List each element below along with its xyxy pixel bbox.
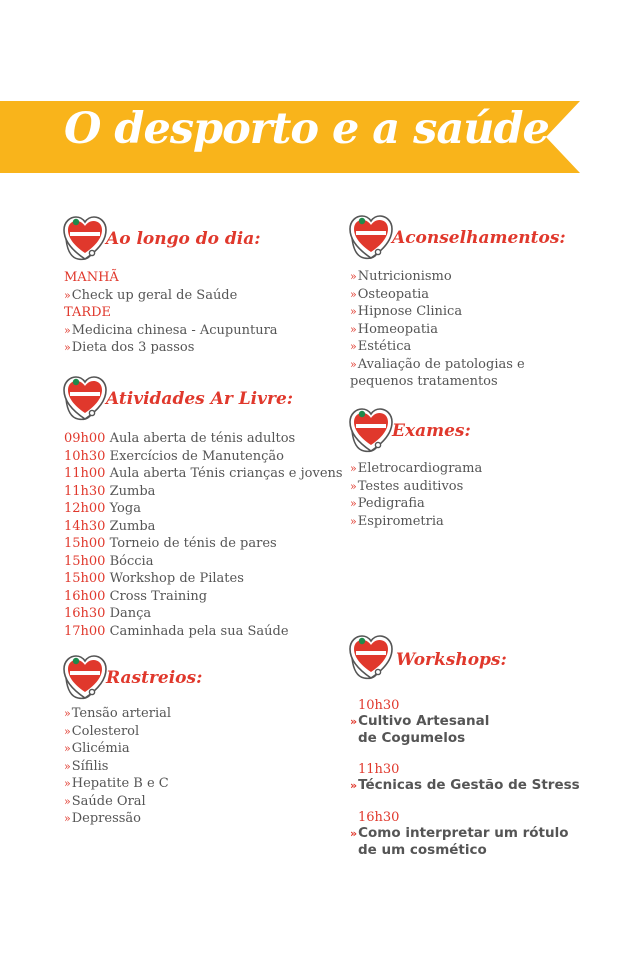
list-item-text: Hepatite B e C [71, 776, 169, 791]
list-item: »Osteopatia [350, 286, 430, 302]
list-item: »Hipnose Clinica [350, 304, 463, 319]
schedule-time: 14h30 [64, 518, 106, 534]
schedule-time: 09h00 [64, 431, 106, 446]
section-ao-longo [64, 213, 278, 357]
list-item: »Avaliação de patologias e [350, 356, 525, 372]
list-item: »Estética [350, 339, 412, 354]
bullet-mark: » [64, 794, 71, 808]
schedule-activity: Zumba [109, 483, 156, 499]
schedule-item [64, 465, 343, 483]
schedule-time: 12h00 [64, 501, 106, 516]
list-item-text: Testes auditivos [357, 478, 464, 494]
section-title: Atividades Ar Livre: [106, 389, 294, 409]
schedule-item [64, 623, 343, 641]
list-item [64, 810, 171, 828]
section-exames [350, 405, 482, 530]
list-item [64, 705, 171, 723]
list-item-text: Glicémia [71, 741, 130, 756]
bullet-mark: » [64, 742, 71, 755]
schedule-time: 17h00 [64, 623, 106, 639]
bullet-mark: » [350, 779, 358, 792]
schedule-item [64, 605, 343, 623]
schedule-item [64, 518, 343, 536]
section-atividades [64, 373, 343, 640]
workshop-time: 11h30 [358, 762, 400, 777]
heart-stethoscope-icon [62, 652, 108, 704]
heart-stethoscope-icon [62, 373, 108, 425]
list-item [350, 460, 482, 478]
list-item [64, 723, 171, 741]
schedule-item [64, 588, 343, 606]
schedule-time: 10h30 [64, 448, 106, 464]
workshop-title [350, 825, 580, 842]
schedule-activity: Aula aberta de ténis adultos [109, 431, 296, 446]
heart-stethoscope-icon [348, 632, 394, 684]
workshop-item [350, 762, 580, 794]
schedule-item [64, 570, 343, 588]
schedule-time: 11h00 [64, 466, 106, 481]
schedule-activity: Dança [109, 606, 152, 621]
list-item: »Dieta dos 3 passos [64, 340, 195, 355]
schedule-time: 11h30 [64, 483, 106, 499]
schedule-time: 16h30 [64, 606, 106, 621]
schedule-item [64, 448, 343, 466]
section-title: Ao longo do dia: [106, 229, 261, 249]
list-item [350, 513, 482, 531]
list-item [350, 478, 482, 496]
workshop-time: 16h30 [358, 810, 400, 825]
workshop-title-line: Cultivo Artesanal [358, 713, 490, 729]
workshop-title-line: Como interpretar um rótulo [358, 825, 569, 841]
schedule-item [64, 500, 343, 518]
workshop-title-line: de Cogumelos [358, 730, 466, 746]
list-item [64, 793, 171, 811]
schedule-activity: Bóccia [109, 553, 154, 569]
schedule-activity: Caminhada pela sua Saúde [109, 623, 289, 639]
workshop-item [350, 810, 580, 858]
schedule-activity: Zumba [109, 518, 156, 534]
schedule-item [64, 553, 343, 571]
workshop-title [350, 713, 580, 730]
period-label-afternoon: TARDE [64, 305, 112, 320]
schedule-item [64, 483, 343, 501]
list-item [64, 775, 171, 793]
section-rastreios [64, 652, 203, 828]
workshop-title-line: de um cosmético [358, 842, 487, 858]
workshop-title [350, 777, 580, 794]
list-item-text: Pedigrafia [357, 496, 425, 511]
list-item-continuation: pequenos tratamentos [350, 374, 498, 389]
section-title: Rastreios: [106, 668, 203, 688]
heart-stethoscope-icon [62, 213, 108, 265]
schedule-item [64, 535, 343, 553]
workshop-time: 10h30 [358, 698, 400, 713]
list-item: »Check up geral de Saúde [64, 287, 238, 303]
list-item [64, 758, 171, 776]
bullet-mark: » [64, 759, 71, 773]
bullet-mark: » [350, 479, 357, 493]
page-title: O desporto e a saúde [64, 104, 549, 154]
schedule-time: 15h00 [64, 571, 106, 586]
list-item-text: Sífilis [71, 758, 109, 774]
list-item-text: Depressão [71, 811, 141, 826]
schedule-time: 15h00 [64, 553, 106, 569]
bullet-mark: » [64, 777, 71, 790]
schedule-activity: Aula aberta Ténis crianças e jovens [109, 466, 343, 481]
section-workshops [350, 632, 580, 874]
list-item [64, 740, 171, 758]
schedule-item [64, 430, 343, 448]
heart-stethoscope-icon [348, 212, 394, 264]
list-item-text: Espirometria [357, 513, 444, 529]
workshop-title-line: Técnicas de Gestão de Stress [358, 777, 580, 793]
bullet-mark: » [350, 514, 357, 528]
section-title: Aconselhamentos: [392, 228, 566, 248]
list-item: »Medicina chinesa - Acupuntura [64, 322, 278, 338]
bullet-mark: » [350, 462, 357, 475]
workshop-item [350, 698, 580, 746]
list-item [350, 495, 482, 513]
list-item-text: Colesterol [71, 723, 140, 739]
schedule-activity: Yoga [109, 501, 141, 516]
heart-stethoscope-icon [348, 405, 394, 457]
list-item-text: Eletrocardiograma [357, 461, 483, 476]
bullet-mark: » [350, 827, 358, 840]
schedule-activity: Cross Training [109, 588, 208, 604]
bullet-mark: » [64, 724, 71, 738]
schedule-activity: Exercícios de Manutenção [109, 448, 284, 464]
section-title: Exames: [392, 421, 471, 441]
bullet-mark: » [350, 715, 358, 728]
bullet-mark: » [64, 707, 71, 720]
list-item: »Homeopatia [350, 321, 438, 337]
section-aconselhamentos [350, 212, 566, 391]
list-item: »Nutricionismo [350, 269, 452, 284]
schedule-time: 15h00 [64, 536, 106, 551]
schedule-activity: Workshop de Pilates [109, 571, 244, 586]
bullet-mark: » [64, 812, 71, 825]
schedule-activity: Torneio de ténis de pares [109, 536, 277, 551]
schedule-time: 16h00 [64, 588, 106, 604]
list-item-text: Saúde Oral [71, 793, 146, 809]
bullet-mark: » [350, 497, 357, 510]
section-title: Workshops: [396, 650, 507, 670]
list-item-text: Tensão arterial [71, 706, 172, 721]
period-label-morning: MANHÃ [64, 270, 119, 285]
